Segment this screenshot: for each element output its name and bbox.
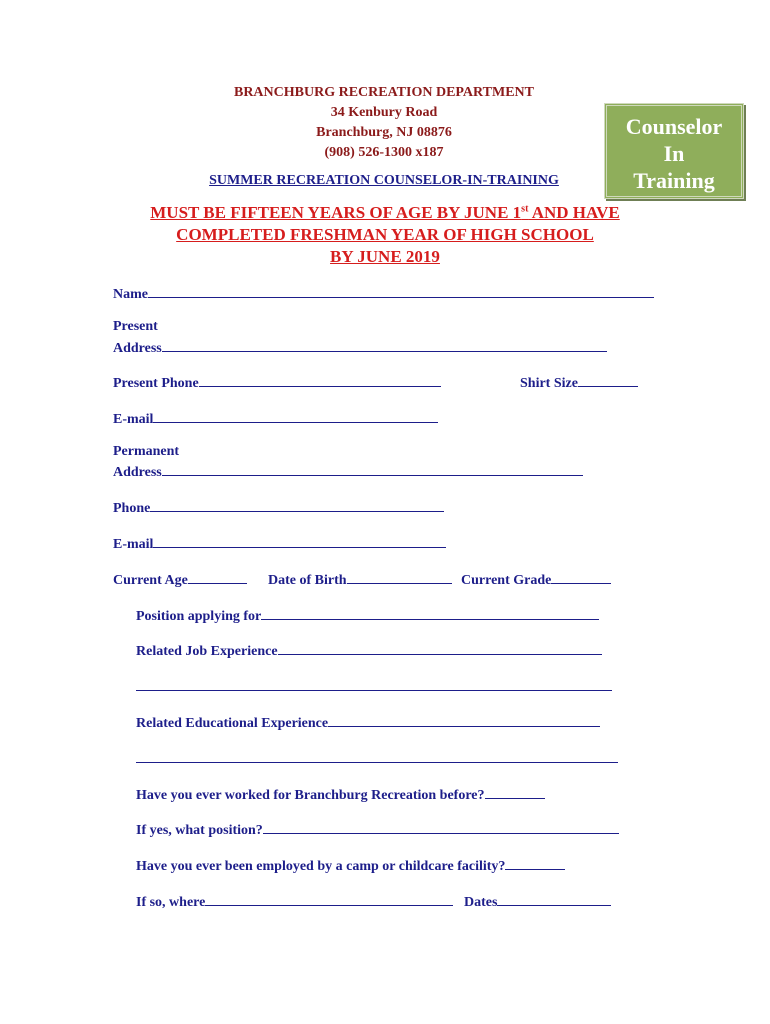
present-address-field[interactable] [162, 337, 607, 352]
camp-employed-row [136, 855, 565, 875]
email-row [113, 408, 438, 428]
job-experience-continuation [136, 676, 612, 696]
permanent-label: Permanent [113, 444, 180, 459]
edu-experience-label: Related Educational Experience [136, 716, 329, 731]
badge-line-3: Training [633, 168, 715, 193]
if-so-field[interactable] [205, 891, 453, 906]
dob-label: Date of Birth [268, 573, 347, 588]
requirement-line-3: BY JUNE 2019 [330, 247, 440, 266]
phone-row [113, 497, 444, 517]
position-label: Position applying for [136, 609, 262, 624]
email2-field[interactable] [153, 533, 446, 548]
org-city: Branchburg, NJ 08876 [316, 125, 452, 140]
email2-label: E-mail [113, 537, 154, 552]
form-subtitle: SUMMER RECREATION COUNSELOR-IN-TRAINING [209, 173, 559, 188]
shirt-size-row [520, 372, 638, 392]
dob-field[interactable] [347, 569, 452, 584]
phone-label: Phone [113, 501, 151, 516]
edu-experience-field[interactable] [328, 712, 600, 727]
position-row [136, 605, 599, 625]
edu-experience-row [136, 712, 600, 732]
name-field[interactable] [148, 283, 654, 298]
edu-experience-continuation [136, 748, 618, 768]
dob-row [268, 569, 452, 589]
email2-row [113, 533, 446, 553]
email-field[interactable] [153, 408, 438, 423]
name-label: Name [113, 287, 148, 302]
permanent-address-label: Address [113, 465, 162, 480]
worked-before-label: Have you ever worked for Branchburg Recreation before? [136, 788, 485, 803]
permanent-address-row [113, 461, 583, 481]
dates-field[interactable] [497, 891, 611, 906]
dates-row [464, 891, 611, 911]
permanent-address-field[interactable] [162, 461, 583, 476]
if-so-row [136, 891, 453, 911]
dates-label: Dates [464, 895, 498, 910]
current-grade-field[interactable] [551, 569, 611, 584]
job-experience-field-2[interactable] [136, 676, 612, 691]
if-yes-label: If yes, what position? [136, 823, 263, 838]
present-phone-label: Present Phone [113, 376, 199, 391]
job-experience-field[interactable] [278, 640, 602, 655]
current-grade-row [461, 569, 611, 589]
present-phone-field[interactable] [199, 372, 441, 387]
if-yes-row [136, 819, 619, 839]
shirt-size-field[interactable] [578, 372, 638, 387]
present-phone-row [113, 372, 441, 392]
camp-employed-field[interactable] [505, 855, 565, 870]
badge-line-1: Counselor [625, 114, 723, 139]
worked-before-row [136, 784, 545, 804]
age-requirement [110, 202, 660, 268]
requirement-line-2: COMPLETED FRESHMAN YEAR OF HIGH SCHOOL [176, 225, 594, 244]
letterhead [184, 83, 584, 163]
shirt-size-label: Shirt Size [520, 376, 578, 391]
requirement-sup: st [521, 203, 529, 215]
badge-line-2: In [663, 141, 685, 166]
requirement-part-1: MUST BE FIFTEEN YEARS OF AGE BY JUNE 1 [150, 203, 522, 222]
current-age-row [113, 569, 247, 589]
present-address-label: Address [113, 341, 162, 356]
requirement-part-2: AND HAVE [528, 203, 620, 222]
counselor-badge [604, 103, 744, 199]
current-age-field[interactable] [188, 569, 247, 584]
email-label: E-mail [113, 412, 154, 427]
if-yes-field[interactable] [263, 819, 619, 834]
name-row [113, 283, 654, 303]
job-experience-row [136, 640, 602, 660]
job-experience-label: Related Job Experience [136, 644, 278, 659]
org-street: 34 Kenbury Road [330, 105, 438, 120]
camp-employed-label: Have you ever been employed by a camp or childcare facility? [136, 859, 506, 874]
org-name: BRANCHBURG RECREATION DEPARTMENT [233, 85, 534, 100]
present-label: Present [113, 319, 158, 334]
position-field[interactable] [261, 605, 599, 620]
current-grade-label: Current Grade [461, 573, 552, 588]
worked-before-field[interactable] [485, 784, 545, 799]
current-age-label: Current Age [113, 573, 188, 588]
if-so-label: If so, where [136, 895, 206, 910]
edu-experience-field-2[interactable] [136, 748, 618, 763]
phone-field[interactable] [150, 497, 444, 512]
present-address-row [113, 337, 607, 357]
org-phone: (908) 526-1300 x187 [324, 145, 444, 160]
